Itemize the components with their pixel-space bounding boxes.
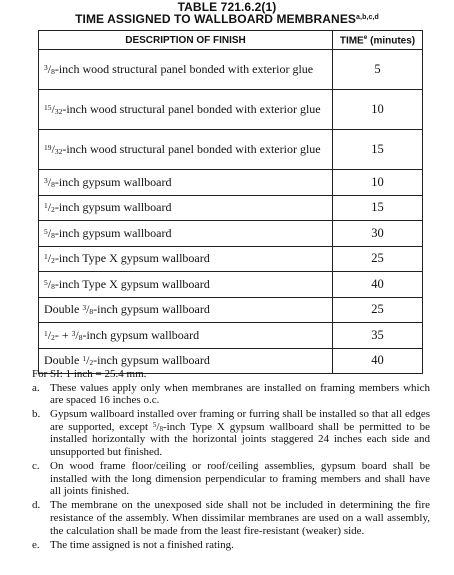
- fraction-numerator: 3: [44, 63, 48, 72]
- fraction-denominator: 32: [54, 147, 63, 156]
- fraction: $^3/_8$: [71, 327, 83, 342]
- table-title-footnote-refs: a,b,c,d: [356, 14, 379, 21]
- fraction-numerator: 3: [44, 175, 48, 185]
- footnote-text: On wood frame floor/ceiling or roof/ceiling assemblies, gypsum board shall be installed with the long dimension perpendicular to framing members and shall have all joints finished.: [50, 460, 430, 498]
- time-header-footnote-ref: e: [363, 33, 368, 41]
- fraction-denominator: 2: [51, 205, 55, 215]
- description-cell: [39, 130, 333, 170]
- fraction-denominator: 2: [51, 332, 55, 342]
- table-body: [39, 50, 423, 374]
- fraction: $^5/_8$: [44, 225, 55, 240]
- footnote-key: c.: [32, 460, 40, 473]
- table-title: [0, 13, 454, 25]
- time-cell: 25: [333, 246, 423, 272]
- fraction-numerator: 1: [82, 354, 87, 364]
- fraction: $^1/_2$: [44, 200, 55, 215]
- table-title-text: TIME ASSIGNED TO WALLBOARD MEMBRANES: [75, 12, 357, 26]
- fraction-denominator: 8: [51, 281, 55, 291]
- description-cell: [39, 246, 333, 272]
- description-cell: [39, 195, 333, 221]
- fraction: $^3/_8$: [44, 62, 55, 76]
- description-text: -inch gypsum wallboard: [54, 200, 172, 215]
- description-cell: [39, 272, 333, 298]
- description-cell: [39, 323, 333, 349]
- fraction: $^1/_2$: [44, 327, 55, 342]
- description-text: -inch gypsum wallboard: [54, 174, 172, 189]
- table-row: [39, 246, 423, 272]
- table-row: [39, 195, 423, 221]
- fraction-numerator: 3: [71, 328, 76, 338]
- description-cell: [39, 90, 333, 130]
- time-cell: 25: [333, 297, 423, 323]
- time-header-label: TIME: [339, 35, 364, 47]
- table-header-row: [39, 31, 423, 50]
- time-cell: 10: [333, 90, 423, 130]
- description-text: -inch gypsum wallboard: [93, 302, 210, 317]
- footnote-text: The time assigned is not a finished rating.: [50, 538, 234, 551]
- fraction-numerator: 5: [152, 420, 157, 429]
- table-row: [39, 297, 423, 323]
- description-text: -inch gypsum wallboard: [54, 225, 172, 240]
- footnote-text-part: -inch Type X gypsum wallboard shall be permitted to be installed horizontally with the horizontal joints staggered 24 inches each side and unsupported but finished.: [50, 420, 431, 459]
- description-text: -inch wood structural panel bonded with exterior glue: [62, 142, 321, 156]
- description-cell: [39, 297, 333, 323]
- table-row: [39, 90, 423, 130]
- time-cell: 10: [333, 170, 423, 196]
- footnote-text: The membrane on the unexposed side shall not be included in determining the fire resistance of the assembly. When dissimilar membranes are used on a wall assembly, the calculation shall be made from the least fire-resistant (weaker) side.: [50, 499, 430, 537]
- footnote-b: [32, 408, 430, 458]
- footnote-key: a.: [32, 381, 40, 394]
- fraction-denominator: 32: [54, 107, 63, 116]
- fraction: $^{15}/_{32}$: [44, 102, 63, 116]
- description-text: -inch gypsum wallboard: [93, 353, 210, 368]
- description-mid: - +: [54, 327, 72, 342]
- table-row: [39, 221, 423, 247]
- table-row: [39, 170, 423, 196]
- fraction-denominator: 8: [159, 424, 163, 433]
- time-column-header: [333, 31, 423, 50]
- description-prefix: Double: [44, 353, 83, 368]
- time-cell: 15: [333, 130, 423, 170]
- fraction-denominator: 8: [51, 179, 55, 189]
- fraction: $^3/_8$: [44, 174, 55, 189]
- fraction-denominator: 2: [51, 256, 55, 266]
- table-notes: [32, 368, 430, 553]
- fraction-denominator: 8: [51, 67, 55, 76]
- fraction-numerator: 5: [44, 226, 48, 236]
- footnote-key: d.: [32, 499, 41, 512]
- fraction-numerator: 1: [44, 252, 48, 262]
- fraction-numerator: 1: [44, 328, 48, 338]
- description-prefix: Double: [44, 302, 83, 317]
- fraction: $^5/_8$: [152, 420, 163, 433]
- fraction: $^{19}/_{32}$: [44, 142, 63, 156]
- footnote-key: b.: [32, 408, 41, 421]
- fraction-denominator: 8: [89, 307, 94, 317]
- description-text: -inch Type X gypsum wallboard: [54, 276, 210, 291]
- fraction-numerator: 5: [44, 277, 48, 287]
- footnote-e: [32, 539, 430, 552]
- description-column-header: DESCRIPTION OF FINISH: [39, 31, 333, 50]
- footnote-text-part: Gypsum wallboard installed over framing or furring shall be installed so that all edges are supported, except: [50, 408, 430, 433]
- time-cell: 30: [333, 221, 423, 247]
- time-cell: 35: [333, 323, 423, 349]
- table-row: [39, 272, 423, 298]
- description-cell: [39, 50, 333, 90]
- table-number: TABLE 721.6.2(1): [177, 0, 277, 14]
- footnote-d: [32, 499, 430, 537]
- footnote-text: These values apply only when membranes are installed on framing members which are spaced 16 inches o.c.: [50, 381, 430, 407]
- description-text: -inch gypsum wallboard: [82, 327, 200, 342]
- time-cell: 5: [333, 50, 423, 90]
- description-text: -inch wood structural panel bonded with exterior glue: [54, 62, 314, 76]
- description-cell: [39, 170, 333, 196]
- fraction-denominator: 8: [78, 332, 83, 342]
- footnote-key: e.: [32, 538, 40, 551]
- fraction-denominator: 2: [89, 358, 94, 368]
- fraction-numerator: 1: [44, 201, 48, 211]
- table-row: [39, 50, 423, 90]
- fraction: $^1/_2$: [44, 251, 55, 266]
- si-conversion-note: For SI: 1 inch = 25.4 mm.: [32, 368, 147, 380]
- description-text: -inch Type X gypsum wallboard: [54, 251, 210, 266]
- fraction-denominator: 8: [51, 230, 55, 240]
- footnote-a: [32, 382, 430, 407]
- description-text: -inch wood structural panel bonded with exterior glue: [62, 102, 321, 116]
- time-cell: 15: [333, 195, 423, 221]
- fraction-numerator: 15: [44, 103, 52, 112]
- time-cell: 40: [333, 272, 423, 298]
- fraction: $^3/_8$: [82, 302, 94, 317]
- wallboard-time-table: [38, 30, 423, 374]
- fraction: $^1/_2$: [82, 353, 94, 368]
- table-row: [39, 130, 423, 170]
- fraction-numerator: 19: [44, 143, 52, 152]
- footnote-c: [32, 460, 430, 498]
- time-cell: 40: [333, 348, 423, 374]
- table-row: [39, 323, 423, 349]
- fraction: $^5/_8$: [44, 276, 55, 291]
- fraction-numerator: 3: [82, 303, 87, 313]
- description-cell: [39, 221, 333, 247]
- time-header-unit: (minutes): [367, 35, 416, 47]
